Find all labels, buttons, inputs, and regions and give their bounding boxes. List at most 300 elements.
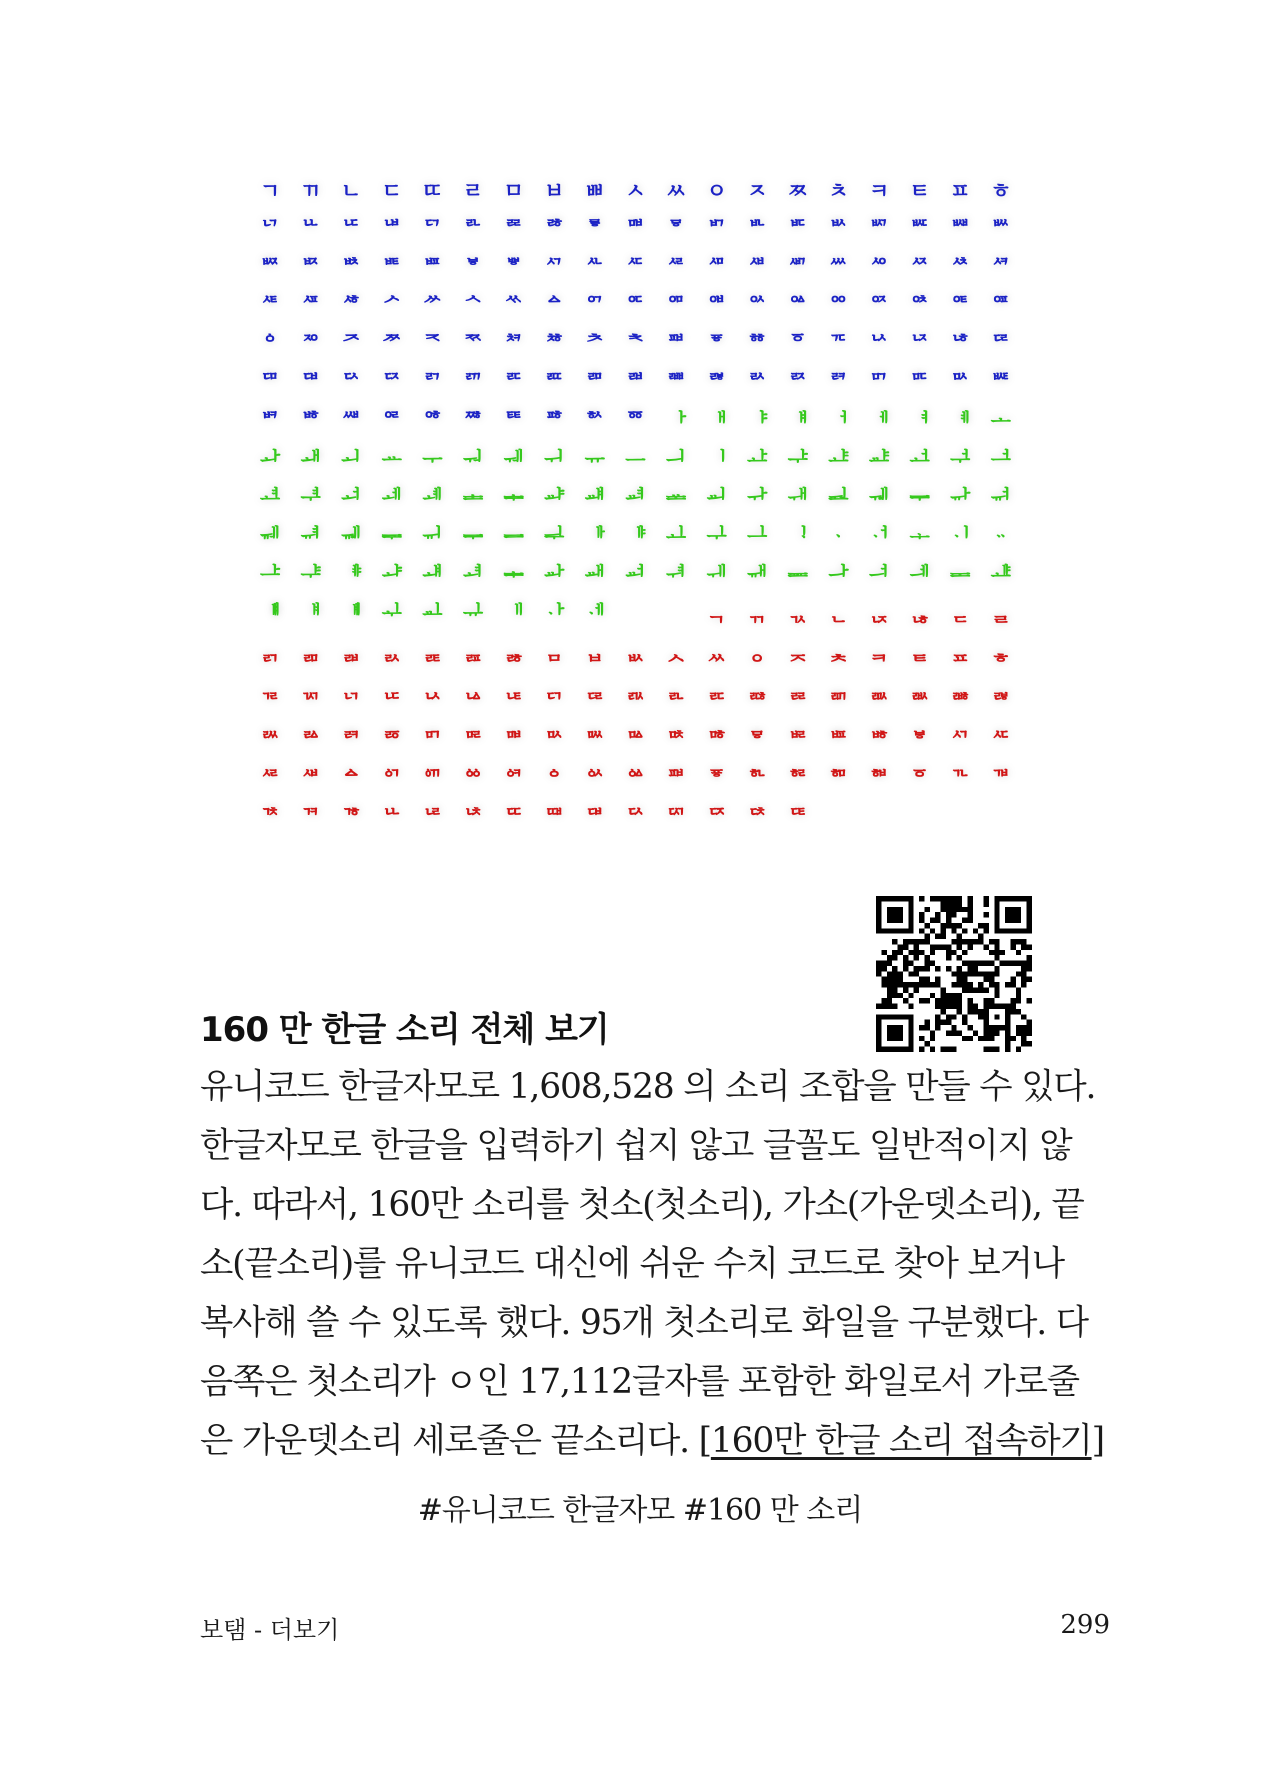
jamo-glyph: ᇵ (747, 755, 768, 779)
jamo-glyph: ᄓ (259, 217, 281, 242)
jamo-glyph: ㅃ (584, 179, 605, 203)
jamo-glyph: ᄕ (341, 217, 362, 242)
jamo-glyph: ᅘ (747, 332, 768, 357)
jamo-glyph: ᆒ (341, 524, 362, 549)
jamo-glyph: ᆻ (706, 639, 727, 664)
jamo-glyph: ᆑ (300, 524, 321, 549)
jamo-glyph: ᇌ (625, 678, 646, 703)
jamo-glyph: ꥠ (259, 371, 281, 395)
jamo-glyph: ힽ (990, 563, 1011, 587)
jamo-glyph: ᆱ (300, 639, 321, 664)
body-paragraph (200, 1058, 1104, 1471)
jamo-glyph: ᅕ (625, 332, 646, 357)
jamo-glyph: ᇾ (341, 793, 362, 818)
jamo-glyph: ᅵ (706, 447, 727, 472)
section-title: 160 만 한글 소리 전체 보기 (200, 1010, 609, 1050)
jamo-glyph: ᇗ (300, 716, 321, 741)
jamo-glyph: ퟌ (462, 793, 484, 818)
jamo-glyph: ᇨ (990, 716, 1011, 741)
jamo-glyph: ᅐ (422, 332, 443, 357)
jamo-glyph: ퟀ (341, 601, 362, 626)
jamo-glyph: ᆣ (259, 563, 281, 587)
jamo-glyph: ᅺ (909, 447, 930, 472)
jamo-glyph: ᆚ (665, 524, 687, 549)
jamo-glyph: ᇆ (381, 678, 402, 703)
jamo-glyph: ᇥ (868, 716, 890, 741)
jamo-glyph: ᇛ (462, 716, 484, 741)
jamo-glyph: ힺ (868, 563, 890, 587)
jamo-glyph: ᆜ (747, 524, 768, 549)
jamo-glyph: ᅱ (544, 447, 565, 472)
jamo-glyph: ᆮ (950, 601, 971, 626)
jamo-glyph: ᇖ (259, 716, 281, 741)
jamo-glyph: ᆕ (462, 524, 484, 549)
jamo-glyph: ꥩ (625, 371, 646, 395)
jamo-glyph: ᇑ (828, 678, 849, 703)
jamo-glyph: ꥶ (381, 409, 402, 434)
jamo-glyph: ᇯ (503, 755, 524, 779)
jamo-glyph: ᇄ (300, 678, 321, 703)
page-number: 299 (1060, 1610, 1110, 1640)
jamo-glyph: ꥦ (503, 371, 524, 395)
jamo-glyph: ᇲ (625, 755, 646, 779)
jamo-glyph: ᄤ (950, 217, 971, 242)
jamo-glyph: ᇳ (665, 755, 687, 779)
jamo-glyph: ㅌ (909, 179, 930, 203)
jamo-glyph: ᆩ (747, 601, 768, 626)
jamo-glyph: ᄩ (381, 255, 402, 280)
jamo-glyph: ᅫ (300, 447, 321, 472)
jamo-glyph: ᇕ (990, 678, 1011, 703)
jamo-glyph: ᆹ (625, 639, 646, 664)
jamo-glyph: ᄝ (665, 217, 687, 242)
jamo-glyph: ᇩ (259, 755, 281, 779)
jamo-glyph: ᅍ (300, 332, 321, 357)
jamo-glyph: ᇸ (868, 755, 890, 779)
jamo-glyph: ᅇ (828, 294, 849, 319)
jamo-glyph: ᆢ (990, 524, 1011, 549)
jamo-glyph: ퟑ (665, 793, 687, 818)
jamo-glyph: ᆡ (950, 524, 971, 549)
jamo-glyph: ㅁ (503, 179, 524, 203)
hashtags: #유니코드 한글자모 #160 만 소리 (417, 1493, 863, 1528)
jamo-glyph: ꥱ (950, 371, 971, 395)
body-line: 유니코드 한글자모로 1,608,528 의 소리 조합을 만들 수 있다. (200, 1067, 1096, 1107)
jamo-glyph: ꥴ (300, 409, 321, 434)
jamo-glyph: ᅽ (259, 486, 281, 511)
jamo-glyph: ᇀ (909, 639, 930, 664)
jamo-glyph: ᇞ (584, 716, 605, 741)
jamo-glyph: ힼ (950, 563, 971, 587)
jamo-glyph: ᆤ (300, 563, 321, 587)
jamo-glyph: ㅊ (828, 179, 849, 203)
jamo-glyph: ᅷ (787, 447, 808, 472)
jamo-glyph: ᄞ (706, 217, 727, 242)
jamo-glyph: ᆇ (665, 486, 687, 511)
jamo-glyph: ᄯ (625, 255, 646, 280)
jamo-glyph: ᅲ (584, 447, 605, 472)
jamo-glyph: ᄫ (462, 255, 484, 280)
body-line-with-link (200, 1412, 1104, 1471)
jamo-glyph: ㅋ (868, 179, 890, 203)
jamo-glyph: ᇦ (909, 716, 930, 741)
jamo-glyph: ᅓ (544, 332, 565, 357)
jamo-glyph: ᇐ (787, 678, 808, 703)
jamo-glyph: ᇏ (747, 678, 768, 703)
jamo-glyph: ᅭ (381, 447, 402, 472)
jamo-glyph: ᇻ (990, 755, 1011, 779)
jamo-glyph: ᅏ (381, 332, 402, 357)
jamo-glyph: ꥷ (422, 409, 443, 434)
jamo-glyph: ᆅ (584, 486, 605, 511)
jamo-glyph: ᄥ (990, 217, 1011, 242)
jamo-glyph: ᄜ (625, 217, 646, 242)
jamo-glyph: ᄟ (747, 217, 768, 242)
jamo-glyph: ퟂ (422, 601, 443, 626)
jamo-glyph: ㅎ (990, 179, 1011, 203)
jamo-glyph: ꥧ (544, 371, 565, 395)
jamo-glyph: ᄛ (584, 217, 605, 242)
jamo-glyph: ᇷ (828, 755, 849, 779)
jamo-glyph: ᆙ (625, 524, 646, 549)
jamo-glyph: ㅇ (706, 179, 727, 203)
jamo-glyph: ퟐ (625, 793, 646, 818)
jamo-glyph: ꥺ (544, 409, 565, 434)
hangul-sounds-link[interactable]: 160만 한글 소리 접속하기 (710, 1421, 1092, 1461)
jamo-glyph: ㄹ (462, 179, 484, 203)
jamo-glyph: ퟓ (747, 793, 768, 818)
jamo-glyph: ᄖ (381, 217, 402, 242)
jamo-glyph: ᆘ (584, 524, 605, 549)
jamo-glyph: ᆉ (747, 486, 768, 511)
jamo-glyph: ᄡ (828, 217, 849, 242)
jamo-glyph: ᄻ (341, 294, 362, 319)
jamo-glyph: ힷ (747, 563, 768, 587)
footer-section-label: 보탬 - 더보기 (200, 1616, 340, 1644)
jamo-glyph: ꥮ (828, 371, 849, 395)
jamo-glyph: ᆼ (747, 639, 768, 664)
jamo-glyph: ᅻ (950, 447, 971, 472)
jamo-glyph: ᅉ (909, 294, 930, 319)
jamo-glyph: ᆴ (422, 639, 443, 664)
jamo-glyph: ꥨ (584, 371, 605, 395)
jamo-glyph: ᅹ (868, 447, 890, 472)
jamo-glyph: ㅆ (665, 179, 687, 203)
jamo-glyph: ᇙ (381, 716, 402, 741)
jamo-glyph: ㅂ (544, 179, 565, 203)
jamo-glyph: ᅜ (909, 332, 930, 357)
body-line: 한글자모로 한글을 입력하기 쉽지 않고 글꼴도 일반적이지 않 (200, 1126, 1072, 1166)
jamo-glyph: ᅯ (462, 447, 484, 472)
jamo-glyph: ᄘ (462, 217, 484, 242)
jamo-glyph: ᄗ (422, 217, 443, 242)
jamo-glyph: ᆫ (828, 601, 849, 626)
jamo-glyph: ퟎ (544, 793, 565, 818)
jamo-glyph: ᇮ (462, 755, 484, 779)
jamo-glyph: ᆶ (503, 639, 524, 664)
jamo-glyph: ᄵ (868, 255, 890, 280)
jamo-glyph: ᅂ (625, 294, 646, 319)
jamo-glyph: ᆄ (544, 486, 565, 511)
jamo-glyph: ᇬ (381, 755, 402, 779)
jamo-glyph: ㅉ (787, 179, 808, 203)
jamo-glyph: ᄺ (300, 294, 321, 319)
jamo-glyph: ᆌ (868, 486, 890, 511)
jamo-glyph: ᇔ (950, 678, 971, 703)
jamo-glyph: ᄭ (544, 255, 565, 280)
jamo-glyph: ힿ (300, 601, 321, 626)
jamo-glyph: ᆓ (381, 524, 402, 549)
jamo-glyph: ᇢ (747, 716, 768, 741)
jamo-glyph: ᄚ (544, 217, 565, 242)
jamo-glyph: ᆞ (828, 524, 849, 549)
jamo-glyph: ᅌ (259, 332, 281, 357)
jamo-glyph: ᅣ (747, 409, 768, 434)
jamo-glyph: ᅒ (503, 332, 524, 357)
jamo-glyph: ퟔ (787, 793, 808, 818)
jamo-glyph: ᄮ (584, 255, 605, 280)
body-line-text: 은 가운뎃소리 세로줄은 끝소리다. [ (200, 1421, 711, 1461)
jamo-glyph: ᇭ (422, 755, 443, 779)
jamo-glyph: ힳ (584, 563, 605, 587)
jamo-glyph: ힲ (544, 563, 565, 587)
jamo-glyph: ᇊ (544, 678, 565, 703)
jamo-glyph: ꥭ (787, 371, 808, 395)
jamo-glyph: ힶ (706, 563, 727, 587)
jamo-glyph: ᆺ (665, 639, 687, 664)
jamo-glyph: ퟃ (462, 601, 484, 626)
jamo-glyph: ᅚ (828, 332, 849, 357)
jamo-glyph: ힴ (625, 563, 646, 587)
jamo-glyph: ᆥ (341, 563, 362, 587)
jamo-glyph: ᅆ (787, 294, 808, 319)
jamo-glyph: ꥼ (625, 409, 646, 434)
jamo-glyph: ᇚ (422, 716, 443, 741)
body-line: 음쪽은 첫소리가 ㅇ인 17,112글자를 포함한 화일로서 가로줄 (200, 1362, 1079, 1402)
jamo-glyph: ᅶ (747, 447, 768, 472)
jamo-glyph: ᄼ (381, 294, 402, 319)
jamo-glyph: ᆐ (259, 524, 281, 549)
jamo-glyph: ᅔ (584, 332, 605, 357)
jamo-glyph: ᅎ (341, 332, 362, 357)
jamo-glyph: ᅰ (503, 447, 524, 472)
jamo-glyph: ꥹ (503, 409, 524, 434)
jamo-glyph: ᅨ (950, 409, 971, 434)
jamo-glyph: ᇴ (706, 755, 727, 779)
jamo-glyph: ᆳ (381, 639, 402, 664)
jamo-glyph: ᆀ (381, 486, 402, 511)
jamo-glyph: ᅙ (787, 332, 808, 357)
qr-code-icon[interactable] (876, 896, 1032, 1052)
jamo-glyph: ㄸ (422, 179, 443, 203)
jamo-glyph: ᆲ (341, 639, 362, 664)
jamo-glyph: ᆋ (828, 486, 849, 511)
jamo-glyph: ᅁ (584, 294, 605, 319)
jamo-glyph: ᄨ (341, 255, 362, 280)
jamo-glyph: ᇓ (909, 678, 930, 703)
jamo-glyph: ᇃ (259, 678, 281, 703)
jamo-glyph: ᅪ (259, 447, 281, 472)
jamo-glyph: ퟋ (422, 793, 443, 818)
jamo-glyph: ꥥ (462, 371, 484, 395)
jamo-glyph: ꥯ (868, 371, 890, 395)
jamo-glyph: ᅄ (706, 294, 727, 319)
jamo-glyph: ힾ (259, 601, 281, 626)
jamo-glyph: ㄲ (300, 179, 321, 203)
jamo-glyph: ᆁ (422, 486, 443, 511)
jamo-glyph: ᇎ (706, 678, 727, 703)
jamo-glyph: ퟁ (381, 601, 402, 626)
jamo-glyph: ᆯ (990, 601, 1011, 626)
jamo-glyph: ᇿ (381, 793, 402, 818)
jamo-glyph: ᄪ (422, 255, 443, 280)
jamo-glyph: ᇂ (990, 639, 1011, 664)
jamo-glyph: ᄧ (300, 255, 321, 280)
jamo-glyph: ᆭ (909, 601, 930, 626)
jamo-glyph: ᅥ (828, 409, 849, 434)
jamo-glyph: ᇼ (259, 793, 281, 818)
jamo-glyph: ퟒ (706, 793, 727, 818)
jamo-glyph: ퟆ (584, 601, 605, 626)
jamo-glyph: ᆖ (503, 524, 524, 549)
jamo-glyph: ᅢ (706, 409, 727, 434)
jamo-glyph: ꥢ (341, 371, 362, 395)
jamo-glyph: ᅦ (868, 409, 890, 434)
jamo-glyph: ꥬ (747, 371, 768, 395)
jamo-glyph: ᅼ (990, 447, 1011, 472)
jamo-glyph: ᇠ (665, 716, 687, 741)
jamo-glyph: ᄬ (503, 255, 524, 280)
jamo-glyph: ᅞ (990, 332, 1011, 357)
jamo-glyph: ᆠ (909, 524, 930, 549)
jamo-glyph: ᅸ (828, 447, 849, 472)
jamo-glyph: ᇟ (625, 716, 646, 741)
jamo-glyph: ᆃ (503, 486, 524, 511)
jamo-glyph: ힵ (665, 563, 687, 587)
jamo-glyph: ퟍ (503, 793, 524, 818)
jamo-glyph: ᅖ (665, 332, 687, 357)
jamo-glyph: ᅛ (868, 332, 890, 357)
jamo-glyph: ᆨ (706, 601, 727, 626)
jamo-glyph: ᅮ (422, 447, 443, 472)
jamo-glyph: ᆦ (381, 563, 402, 587)
jamo-glyph: ᅴ (665, 447, 687, 472)
body-line: 소(끝소리)를 유니코드 대신에 쉬운 수치 코드로 찾아 보거나 (200, 1244, 1064, 1284)
jamo-glyph: ힱ (503, 563, 524, 587)
jamo-glyph: ᄾ (462, 294, 484, 319)
jamo-glyph: ᄱ (706, 255, 727, 280)
jamo-glyph: ᆔ (422, 524, 443, 549)
jamo-glyph: ힻ (909, 563, 930, 587)
jamo-glyph: ᇜ (503, 716, 524, 741)
body-line: 다. 따라서, 160만 소리를 첫소(첫소리), 가소(가운뎃소리), 끝 (200, 1185, 1084, 1225)
jamo-glyph: ᇅ (341, 678, 362, 703)
jamo-glyph: ᇈ (462, 678, 484, 703)
jamo-glyph: ꥲ (990, 371, 1011, 395)
jamo-glyph: ᄸ (990, 255, 1011, 280)
jamo-glyph: ᄶ (909, 255, 930, 280)
jamo-glyph: ᅗ (706, 332, 727, 357)
jamo-glyph: ᆸ (584, 639, 605, 664)
jamo-glyph: ᆊ (787, 486, 808, 511)
jamo-glyph: ᄷ (950, 255, 971, 280)
jamo-glyph: ᇣ (787, 716, 808, 741)
jamo-glyph: ᆍ (909, 486, 930, 511)
jamo-glyph: ᆈ (706, 486, 727, 511)
jamo-glyph: ㅍ (950, 179, 971, 203)
jamo-glyph: ᇘ (341, 716, 362, 741)
jamo-glyph: ᅊ (950, 294, 971, 319)
jamo-glyph: ᄰ (665, 255, 687, 280)
jamo-glyph: ᆵ (462, 639, 484, 664)
jamo-glyph: ᄦ (259, 255, 281, 280)
jamo-glyph: ᆎ (950, 486, 971, 511)
jamo-glyph: ᅈ (868, 294, 890, 319)
jamo-glyph: ᇁ (950, 639, 971, 664)
jamo-glyph: ᅤ (787, 409, 808, 434)
jamo-glyph: ᆗ (544, 524, 565, 549)
jamo-glyph: ㅈ (747, 179, 768, 203)
jamo-glyph: ᄹ (259, 294, 281, 319)
jamo-glyph: ᆽ (787, 639, 808, 664)
jamo-glyph: ퟄ (503, 601, 524, 626)
jamo-glyph: ᇒ (868, 678, 890, 703)
jamo-glyph: ᄣ (909, 217, 930, 242)
jamo-glyph: ᆪ (787, 601, 808, 626)
jamo-glyph: ᆾ (828, 639, 849, 664)
jamo-glyph: ᅳ (625, 447, 646, 472)
jamo-glyph: ꥣ (381, 371, 402, 395)
jamo-glyph: ᅩ (990, 409, 1011, 434)
jamo-glyph: ㄱ (259, 179, 281, 203)
jamo-glyph: ᆆ (625, 486, 646, 511)
jamo-glyph: ᇺ (950, 755, 971, 779)
jamo-glyph: ퟏ (584, 793, 605, 818)
jamo-glyph: ᅿ (341, 486, 362, 511)
jamo-glyph: ᄿ (503, 294, 524, 319)
jamo-glyph: ᆿ (868, 639, 890, 664)
jamo-glyph: ㄴ (341, 179, 362, 203)
jamo-glyph: ꥰ (909, 371, 930, 395)
jamo-glyph: ᄴ (828, 255, 849, 280)
jamo-glyph: ᄳ (787, 255, 808, 280)
jamo-glyph: ᄢ (868, 217, 890, 242)
jamo-glyph: ᅋ (990, 294, 1011, 319)
jamo-glyph: ᇝ (544, 716, 565, 741)
jamo-glyph: ᅝ (950, 332, 971, 357)
jamo-glyph: ꥸ (462, 409, 484, 434)
jamo-glyph: ᅀ (544, 294, 565, 319)
jamo-glyph: ᇪ (300, 755, 321, 779)
jamo-glyph: ꥡ (300, 371, 321, 395)
jamo-glyph: ᇇ (422, 678, 443, 703)
jamo-glyph: ㄷ (381, 179, 402, 203)
jamo-glyph: ᄽ (422, 294, 443, 319)
jamo-glyph: ᆷ (544, 639, 565, 664)
jamo-glyph: ᆏ (990, 486, 1011, 511)
jamo-glyph: ꥫ (706, 371, 727, 395)
jamo-glyph: ᇡ (706, 716, 727, 741)
jamo-glyph: ㅅ (625, 179, 646, 203)
jamo-glyph: ᇶ (787, 755, 808, 779)
jamo-glyph: ᆧ (422, 563, 443, 587)
jamo-glyph: ᆟ (868, 524, 890, 549)
jamo-glyph: ᄙ (503, 217, 524, 242)
jamo-glyph: ꥵ (341, 409, 362, 434)
jamo-glyph: ᇍ (665, 678, 687, 703)
jamo-glyph: ᇽ (300, 793, 321, 818)
jamo-glyph: ᇤ (828, 716, 849, 741)
